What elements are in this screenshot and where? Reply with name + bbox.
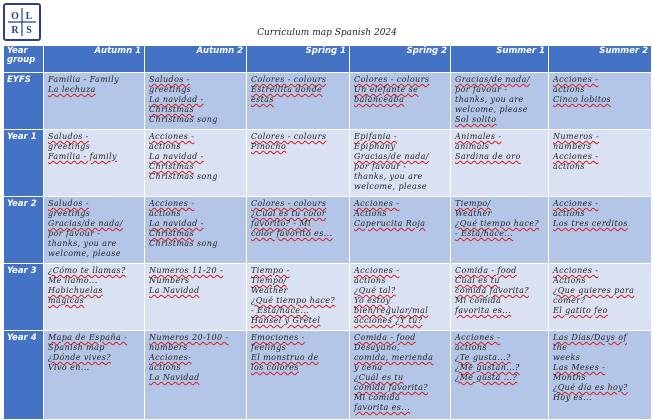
cell-text-line: Hoy es... <box>553 393 592 402</box>
cell-year-3-autumn-2 <box>145 264 247 331</box>
cell-text-line: Saludos - <box>48 199 89 208</box>
cell-text-line: greetings <box>48 209 91 218</box>
cell-text-line: actions <box>149 363 181 372</box>
cell-text-line: Acciones - <box>553 199 599 208</box>
cell-text-line: actions <box>553 209 585 218</box>
table-row <box>4 73 652 130</box>
cell-text-line: Acciones - <box>354 266 400 275</box>
cell-text-line: actions <box>553 85 585 94</box>
cell-text-line: Numbers <box>149 276 190 285</box>
cell-text-line: Emociones - <box>251 333 305 342</box>
row-label-eyfs: EYFS <box>4 73 44 130</box>
crest-letter: O <box>11 11 19 22</box>
cell-text-line: Tiempo/ <box>455 199 491 208</box>
cell-text-line: Christmas <box>149 229 195 238</box>
cell-text-line: Numeros 20-100 - <box>149 333 229 342</box>
cell-eyfs-autumn-1 <box>44 73 145 130</box>
cell-text-line: Spanish map <box>48 343 105 352</box>
cell-text-line: Christmas song <box>149 172 218 181</box>
cell-text-line: ¿Te gusta...? <box>455 353 511 362</box>
cell-year-1-spring-2 <box>350 130 451 197</box>
cell-text-line: Familia - family <box>48 152 117 161</box>
header-spring-2: Spring 2 <box>350 46 451 73</box>
cell-text-line: Weather <box>455 209 492 218</box>
cell-text-line: ¿Qué tiempo hace? <box>251 296 336 305</box>
cell-text-line: La Navidad <box>149 373 200 382</box>
cell-text-line: thanks, you are <box>48 239 117 248</box>
cell-text-line: comer? <box>553 296 586 305</box>
cell-text-line: Colores - colours <box>251 199 327 208</box>
cell-year-3-summer-1 <box>451 264 549 331</box>
cell-eyfs-spring-2 <box>350 73 451 130</box>
cell-text-line: Caperucita Roja <box>354 219 426 228</box>
cell-text-line: mágicas <box>48 296 85 305</box>
table-row <box>4 197 652 264</box>
cell-text-line: ¿Cuál es tu <box>354 373 404 382</box>
cell-text-line: actions <box>553 162 585 171</box>
cell-text-line: numbers <box>553 142 592 151</box>
cell-text-line: welcome, please <box>48 249 121 258</box>
cell-year-4-spring-2 <box>350 331 451 420</box>
table-row <box>4 130 652 197</box>
cell-text-line: actions <box>354 276 386 285</box>
cell-text-line: Numeros 11-20 - <box>149 266 224 275</box>
cell-text-line: Acciones - <box>455 333 501 342</box>
cell-year-2-spring-2 <box>350 197 451 264</box>
cell-text-line: Estrellita donde <box>251 85 323 94</box>
header-year-group: Year group <box>4 46 44 73</box>
cell-text-line: por favour - <box>455 85 508 94</box>
cell-text-line: Actions <box>354 209 387 218</box>
cell-text-line: numbers <box>149 343 188 352</box>
cell-text-line: animals <box>455 142 490 151</box>
crest-letter: R <box>11 25 19 36</box>
cell-text-line: - Está/hace... <box>455 229 514 238</box>
cell-text-line: Mapa de España - <box>48 333 128 342</box>
cell-text-line: Cual es tu <box>455 276 500 285</box>
cell-text-line: Acciones - <box>354 199 400 208</box>
cell-text-line: Mi comida <box>455 296 502 305</box>
cell-text-line: ¿Qué tal? <box>354 286 396 295</box>
cell-text-line: Sol solito <box>455 115 497 124</box>
cell-text-line: weeks <box>553 353 581 362</box>
cell-text-line: Familia - Family <box>48 75 119 84</box>
row-label-year-3: Year 3 <box>4 264 44 331</box>
cell-text-line: the <box>553 343 568 352</box>
cell-text-line: Las Días/Days of <box>553 333 627 342</box>
cell-text-line: El gatito feo <box>553 306 608 315</box>
cell-text-line: welcome, please <box>455 105 528 114</box>
cell-text-line: Acciones - <box>553 152 599 161</box>
cell-text-line: Christmas song <box>149 115 218 124</box>
cell-text-line: Christmas song <box>149 239 218 248</box>
cell-year-1-autumn-1 <box>44 130 145 197</box>
cell-text-line: Saludos - <box>149 75 190 84</box>
cell-text-line: color favorito es... <box>251 229 333 238</box>
cell-text-line: por favour - <box>48 229 101 238</box>
cell-text-line: ¿Qué tiempo hace? <box>455 219 540 228</box>
cell-text-line: Christmas <box>149 162 195 171</box>
cell-year-2-autumn-2 <box>145 197 247 264</box>
cell-text-line: Vivo en... <box>48 363 90 372</box>
table-row <box>4 264 652 331</box>
header-row <box>4 46 652 73</box>
cell-text-line: los colores <box>251 363 299 372</box>
cell-text-line: Months <box>553 373 587 382</box>
header-autumn-1: Autumn 1 <box>44 46 145 73</box>
cell-year-3-summer-2 <box>549 264 652 331</box>
cell-text-line: - Está/hace... <box>251 306 310 315</box>
cell-year-1-summer-2 <box>549 130 652 197</box>
cell-text-line: Pinocho <box>251 142 287 151</box>
cell-year-3-spring-2 <box>350 264 451 331</box>
cell-text-line: feelings <box>251 343 287 352</box>
cell-year-4-summer-2 <box>549 331 652 420</box>
cell-text-line: Acciones - <box>553 266 599 275</box>
cell-text-line: Acciones - <box>553 75 599 84</box>
cell-text-line: favorito? - Mi <box>251 219 311 228</box>
cell-text-line: Gracias/de nada/ <box>48 219 123 228</box>
cell-year-2-autumn-1 <box>44 197 145 264</box>
cell-text-line: Las Meses - <box>553 363 606 372</box>
cell-text-line: La navidad - <box>149 95 204 104</box>
cell-year-1-autumn-2 <box>145 130 247 197</box>
cell-year-3-autumn-1 <box>44 264 145 331</box>
cell-text-line: Christmas <box>149 105 195 114</box>
cell-eyfs-autumn-2 <box>145 73 247 130</box>
cell-text-line: Epiphany <box>354 142 396 151</box>
cell-year-4-autumn-2 <box>145 331 247 420</box>
cell-text-line: La navidad - <box>149 219 204 228</box>
cell-text-line: El monstruo de <box>251 353 319 362</box>
cell-text-line: Tiempo/ <box>251 276 287 285</box>
cell-text-line: ¿Que quieres para <box>553 286 635 295</box>
cell-text-line: Epifania - <box>354 132 397 141</box>
crest-letter: L <box>25 11 33 22</box>
cell-text-line: ¿Cual es tu color <box>251 209 327 218</box>
cell-year-4-summer-1 <box>451 331 549 420</box>
cell-text-line: Me llamo... <box>48 276 98 285</box>
cell-text-line: greetings <box>48 142 91 151</box>
cell-text-line: Colores - colours <box>251 132 327 141</box>
cell-text-line: balanceaba <box>354 95 405 104</box>
cell-text-line: ¿Cómo te llamas? <box>48 266 126 275</box>
cell-eyfs-summer-2 <box>549 73 652 130</box>
cell-text-line: comida favorita? <box>455 286 529 295</box>
cell-text-line: La navidad - <box>149 152 204 161</box>
cell-text-line: Yo estoy <box>354 296 391 305</box>
cell-eyfs-summer-1 <box>451 73 549 130</box>
cell-text-line: Acciones - <box>149 132 195 141</box>
cell-text-line: Los tres cerditos <box>553 219 628 228</box>
header-summer-2: Summer 2 <box>549 46 652 73</box>
document-title: Curriculum map Spanish 2024 <box>257 28 397 38</box>
cell-text-line: ¿Dónde vives? <box>48 353 111 362</box>
cell-text-line: estas <box>251 95 274 104</box>
cell-text-line: Weather <box>251 286 288 295</box>
curriculum-table <box>3 45 652 420</box>
cell-text-line: Acciones- <box>149 353 192 362</box>
cell-year-1-summer-1 <box>451 130 549 197</box>
cell-eyfs-spring-1 <box>247 73 350 130</box>
cell-text-line: Un elefante se <box>354 85 419 94</box>
cell-text-line: y cena <box>354 363 383 372</box>
header-autumn-2: Autumn 2 <box>145 46 247 73</box>
cell-text-line: Animales - <box>455 132 502 141</box>
cell-text-line: Sardina de oro <box>455 152 521 161</box>
cell-text-line: greetings <box>149 85 192 94</box>
cell-year-2-summer-2 <box>549 197 652 264</box>
cell-text-line: Saludos - <box>48 132 89 141</box>
cell-year-4-spring-1 <box>247 331 350 420</box>
cell-text-line: actions <box>149 209 181 218</box>
cell-text-line: Habichuelas <box>48 286 103 295</box>
cell-text-line: Colores - colours <box>354 75 430 84</box>
cell-text-line: ¿Me gustan...? <box>455 363 520 372</box>
cell-text-line: favorita es... <box>455 306 512 315</box>
cell-text-line: Gracias/de nada/ <box>455 75 530 84</box>
table-row <box>4 331 652 420</box>
cell-year-2-summer-1 <box>451 197 549 264</box>
row-label-year-2: Year 2 <box>4 197 44 264</box>
cell-text-line: Actions <box>553 276 586 285</box>
cell-text-line: Comida - food <box>354 333 416 342</box>
cell-text-line: welcome, please <box>354 182 427 191</box>
cell-text-line: thanks, you are <box>354 172 423 181</box>
cell-text-line: La lechuza <box>48 85 96 94</box>
cell-year-3-spring-1 <box>247 264 350 331</box>
cell-text-line: Desayuno, <box>354 343 400 352</box>
cell-text-line: actions <box>455 343 487 352</box>
cell-text-line: Acciones - <box>149 199 195 208</box>
cell-text-line: Gracias/de nada/ <box>354 152 429 161</box>
cell-text-line: acciones ¿Y tú? <box>354 316 423 325</box>
cell-text-line: comida, merienda <box>354 353 434 362</box>
cell-text-line: Colores - colours <box>251 75 327 84</box>
cell-text-line: actions <box>149 142 181 151</box>
cell-text-line: comida favorita? <box>354 383 428 392</box>
cell-text-line: Hansel y Gretel <box>251 316 321 325</box>
header-spring-1: Spring 1 <box>247 46 350 73</box>
cell-text-line: Mi comida <box>354 393 401 402</box>
cell-text-line: La Navidad <box>149 286 200 295</box>
cell-text-line: favorita es... <box>354 403 411 412</box>
cell-year-1-spring-1 <box>247 130 350 197</box>
cell-text-line: Comida - food <box>455 266 517 275</box>
cell-year-4-autumn-1 <box>44 331 145 420</box>
header-summer-1: Summer 1 <box>451 46 549 73</box>
cell-text-line: por favour - <box>354 162 407 171</box>
row-label-year-1: Year 1 <box>4 130 44 197</box>
cell-text-line: ¿Qué día es hoy? <box>553 383 628 392</box>
cell-text-line: Tiempo - <box>251 266 290 275</box>
cell-text-line: Cinco lobitos <box>553 95 612 104</box>
row-label-year-4: Year 4 <box>4 331 44 420</box>
cell-text-line: Numeros - <box>553 132 600 141</box>
crest-letter: S <box>26 25 32 36</box>
cell-year-2-spring-1 <box>247 197 350 264</box>
cell-text-line: bien/regular/mal <box>354 306 429 315</box>
cell-text-line: thanks, you are <box>455 95 524 104</box>
cell-text-line: ¿Me gusta ...? <box>455 373 518 382</box>
